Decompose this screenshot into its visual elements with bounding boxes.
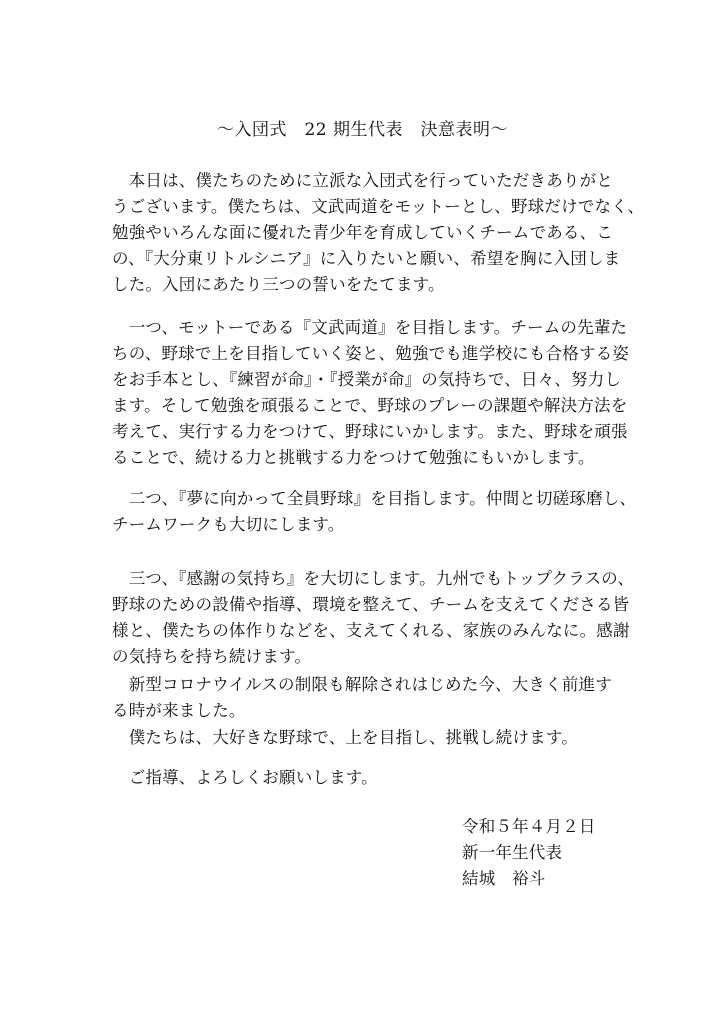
paragraph-greeting xyxy=(112,168,645,298)
paragraph-progress xyxy=(112,672,622,724)
signature-name: 結城 裕斗 xyxy=(462,869,546,888)
paragraph-line: をお手本とし、『練習が命』・『授業が命』の気持ちで、日々、努力し xyxy=(112,370,622,389)
paragraph-line: 考えて、実行する力をつけて、野球にいかします。また、野球を頑張 xyxy=(112,422,628,441)
paragraph-line: ることで、続ける力と挑戦する力をつけて勉強にもいかします。 xyxy=(112,448,595,467)
signature-date: 令和５年４月２日 xyxy=(462,817,596,836)
paragraph-line: の、『大分東リトルシニア』に入りたいと願い、希望を胸に入団しま xyxy=(112,249,621,268)
paragraph-line: うございます。僕たちは、文武両道をモットーとし、野球だけでなく、 xyxy=(112,197,645,216)
paragraph-line: ちの、野球で上を目指していく姿と、勉強でも進学校にも合格する姿 xyxy=(112,344,630,363)
paragraph-line: ます。そして勉強を頑張ることで、野球のプレーの課題や解決方法を xyxy=(112,396,628,415)
paragraph-line: 新型コロナウイルスの制限も解除されはじめた今、大きく前進す xyxy=(112,675,613,694)
paragraph-line: 野球のための設備や指導、環境を整えて、チームを支えてくださる皆 xyxy=(112,595,630,614)
paragraph-line: 僕たちは、大好きな野球で、上を目指し、挑戦し続けます。 xyxy=(112,728,578,747)
paragraph-line: 二つ、『夢に向かって全員野球』を目指します。仲間と切磋琢磨し、 xyxy=(112,489,637,508)
paragraph-closing xyxy=(112,765,622,791)
paragraph-oath-three xyxy=(112,566,635,670)
paragraph-line: 様と、僕たちの体作りなどを、支えてくれる、家族のみんなに。感謝 xyxy=(112,621,630,640)
paragraph-line: した。入団にあたり三つの誓いをたてます。 xyxy=(112,275,445,294)
paragraph-line: の気持ちを持ち続けます。 xyxy=(112,647,312,666)
paragraph-line: 本日は、僕たちのために立派な入団式を行っていただきありがと xyxy=(112,171,613,190)
document-title: ～入団式 22 期生代表 決意表明～ xyxy=(216,120,509,140)
paragraph-oath-one xyxy=(112,315,630,471)
paragraph-challenge xyxy=(112,725,622,751)
paragraph-line: 一つ、モットーである『文武両道』を目指します。チームの先輩た xyxy=(112,318,628,337)
paragraph-line: チームワークも大切にします。 xyxy=(112,515,345,534)
paragraph-line: る時が来ました。 xyxy=(112,701,246,720)
signature-role: 新一年生代表 xyxy=(462,843,563,862)
paragraph-line: 三つ、『感謝の気持ち』を大切にします。九州でもトップクラスの、 xyxy=(112,569,635,588)
signature-block xyxy=(462,814,662,892)
paragraph-oath-two xyxy=(112,486,637,538)
paragraph-line: ご指導、よろしくお願いします。 xyxy=(112,768,378,787)
paragraph-line: 勉強やいろんな面に優れた青少年を育成していくチームである、こ xyxy=(112,223,613,242)
